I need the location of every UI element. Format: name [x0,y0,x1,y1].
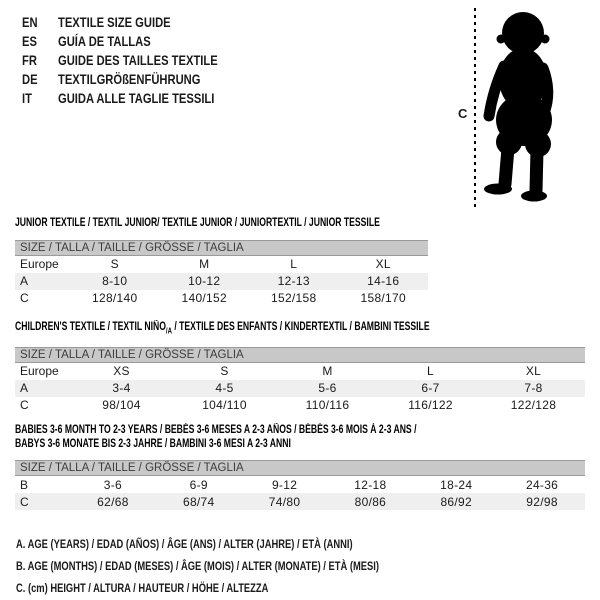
language-row [22,51,218,70]
table-cell: 12-13 [277,274,310,288]
table-cell: 9-12 [271,477,298,492]
table-cell: 24-36 [525,477,559,492]
table-cell: 4-5 [215,381,234,396]
table-cell: S [220,364,229,379]
language-row [22,13,218,32]
footnote-b: B. AGE (MONTHS) / EDAD (MESES) / ÂGE (MOIS) / ALTER (MONATE) / ETÀ (MESI) [16,559,379,573]
table-cell: 62/68 [97,494,129,509]
table-row [15,397,585,414]
table-cell: 3-6 [103,477,123,492]
table-cell: 128/140 [92,291,138,305]
table-cell: L [427,364,434,379]
height-measure-label: C [458,106,468,121]
table-cell: XL [525,364,542,379]
table-cell: 6-7 [421,381,440,396]
table-cell: 116/122 [408,398,453,413]
table-cell: 86/92 [440,494,472,509]
table-cell: XS [113,364,130,379]
table-cell: 68/74 [182,494,215,509]
footnote-legend [16,533,481,599]
table-cell: 104/110 [202,398,247,413]
size-header-label: SIZE / TALLA / TAILLE / GRÖSSE / TAGLIA [15,240,428,255]
height-measure-dashed-line [474,8,476,208]
row-label: Europe [20,364,59,379]
children-size-table [15,321,585,414]
table-title: BABIES 3-6 MONTH TO 2-3 YEARS / BEBÉS 3-6 MESES A 2-3 AÑOS / BÉBÉS 3-6 MOIS À 2-3 ANS / BABYS 3-6 MONATE BIS 2-3 JAHRE / BAMBINI 3-6 MESI A 2-3 ANNI [15,424,417,450]
table-cell: 14-16 [367,274,400,288]
language-label: GUIDE DES TAILLES TEXTILE [58,52,218,68]
table-cell: 74/80 [268,494,301,509]
row-label: C [20,291,29,305]
table-cell: 80/86 [354,494,387,509]
table-row [15,362,585,380]
size-header-bar [15,240,428,255]
language-row [22,32,218,51]
table-row [15,290,428,307]
footnote-c: C. (cm) HEIGHT / ALTURA / HAUTEUR / HÖHE / ALTEZZA [16,581,269,595]
table-cell: 6-9 [189,477,208,492]
table-cell: 8-10 [102,274,128,288]
row-label: Europe [20,257,59,271]
table-cell: 98/104 [102,398,141,413]
row-label: A [20,381,29,396]
table-cell: 12-18 [354,477,387,492]
table-cell: 122/128 [510,398,557,413]
language-label: GUIDA ALLE TAGLIE TESSILI [58,90,215,106]
table-cell: M [199,257,210,271]
table-cell: 92/98 [526,494,558,509]
row-label: B [20,477,29,492]
language-label: TEXTILGRÖßENFÜHRUNG [58,71,201,87]
table-cell: M [322,364,333,379]
language-code: DE [22,71,38,87]
size-header-bar [15,347,585,362]
size-header-label: SIZE / TALLA / TAILLE / GRÖSSE / TAGLIA [15,461,585,476]
language-code: ES [22,33,37,49]
table-row [15,380,585,397]
table-cell: 18-24 [440,477,473,492]
table-cell: 158/170 [360,291,406,305]
language-row [22,70,218,89]
table-cell: 110/116 [305,398,350,413]
table-cell: 7-8 [524,381,543,396]
table-cell: 5-6 [318,381,337,396]
language-label: GUÍA DE TALLAS [58,33,151,49]
row-label: C [20,398,29,413]
table-cell: S [110,257,119,271]
junior-size-table [15,217,428,307]
language-code: EN [22,14,38,30]
size-header-label: SIZE / TALLA / TAILLE / GRÖSSE / TAGLIA [15,347,585,362]
language-list [22,13,267,108]
size-header-bar [15,461,585,476]
table-cell: 140/152 [181,291,227,305]
language-row [22,89,218,108]
table-cell: 10-12 [188,274,221,288]
table-title: JUNIOR TEXTILE / TEXTIL JUNIOR/ TEXTILE JUNIOR / JUNIORTEXTIL / JUNIOR TESSILE [15,217,380,229]
table-cell: L [290,257,298,271]
table-row [15,273,428,290]
table-row [15,476,585,494]
row-label: A [20,274,29,288]
language-code: FR [22,52,37,68]
footnote-a: A. AGE (YEARS) / EDAD (AÑOS) / ÂGE (ANS) / ALTER (JAHRE) / ETÀ (ANNI) [16,537,353,551]
toddler-silhouette-icon [480,8,572,208]
language-label: TEXTILE SIZE GUIDE [58,14,171,30]
babies-size-table [15,424,585,510]
language-code: IT [22,90,32,106]
table-row [15,255,428,273]
table-cell: 152/158 [271,291,317,305]
row-label: C [20,494,29,509]
table-cell: XL [375,257,391,271]
table-title: CHILDREN'S TEXTILE / TEXTIL $NIÑO_{/A}$ / TEXTILE DES ENFANTS / KINDERTEXTIL / BAMBINI TESSILE [15,321,430,336]
table-row [15,493,585,510]
table-cell: 3-4 [112,381,131,396]
